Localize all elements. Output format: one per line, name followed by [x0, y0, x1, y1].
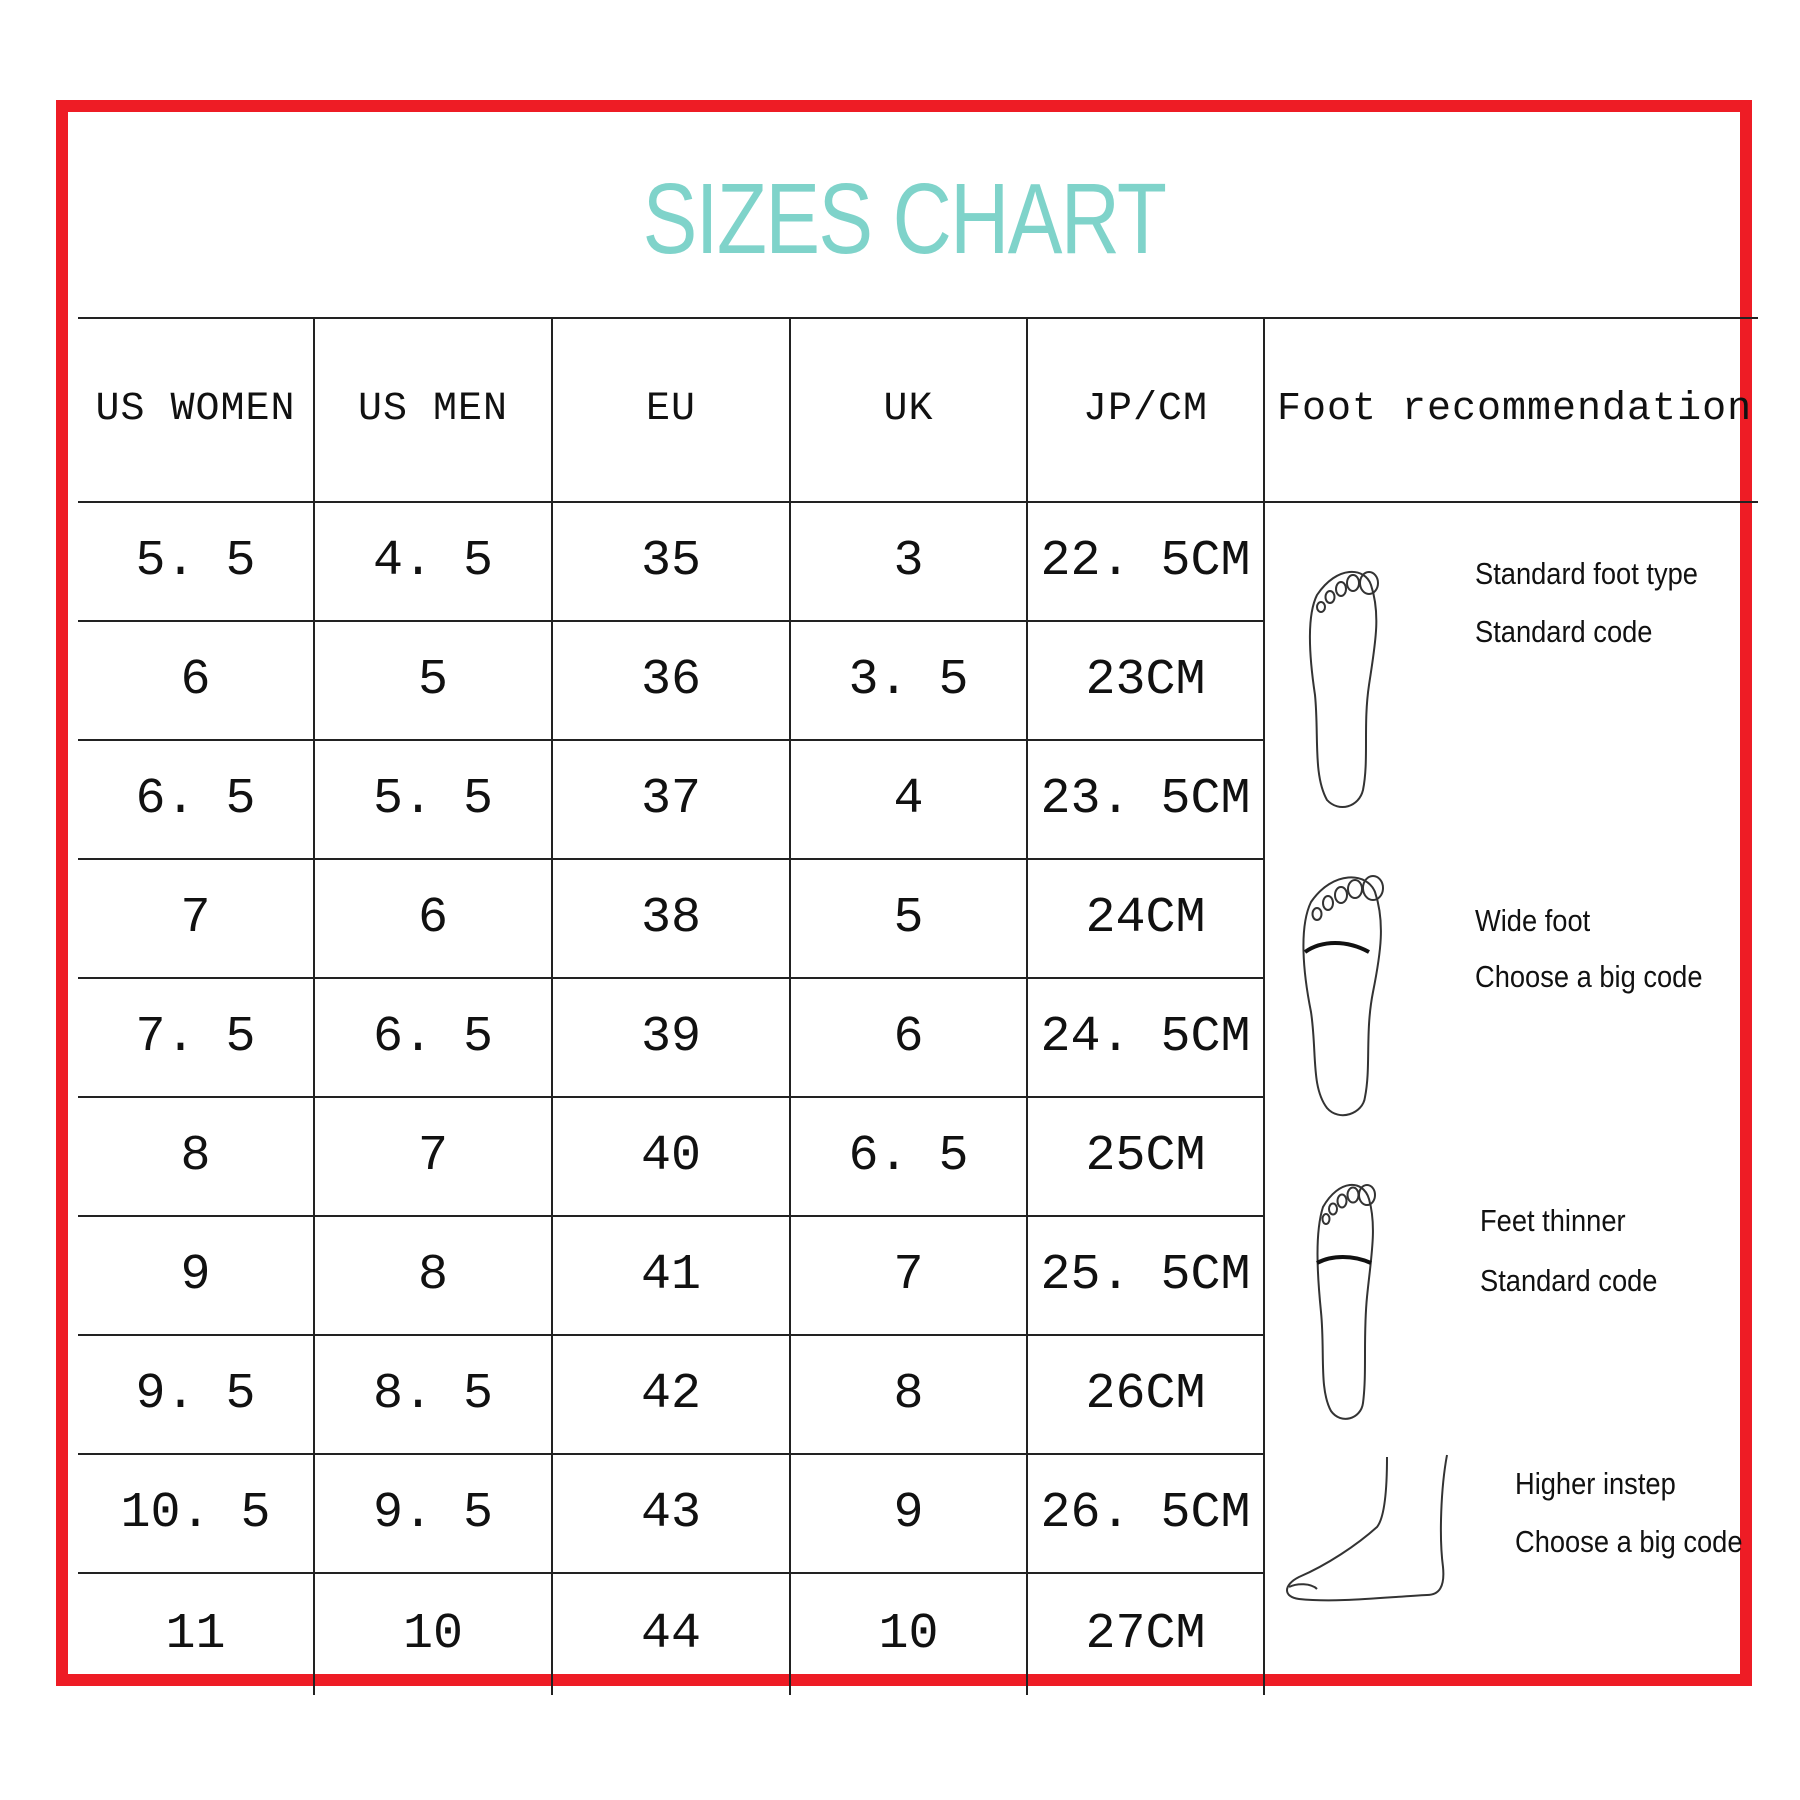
table-cell: 8	[315, 1217, 553, 1336]
table-cell: 3. 5	[791, 622, 1028, 741]
table-cell: 7. 5	[78, 979, 315, 1098]
table-cell: 6	[78, 622, 315, 741]
table-cell: 39	[553, 979, 791, 1098]
recommendation-standard	[1265, 545, 1758, 845]
header-us-men: US MEN	[315, 317, 553, 503]
table-cell: 6. 5	[78, 741, 315, 860]
table-cell: 36	[553, 622, 791, 741]
recommendation-thinner-line2: Standard code	[1480, 1263, 1658, 1298]
table-cell: 9	[791, 1455, 1028, 1574]
table-cell: 24. 5CM	[1028, 979, 1265, 1098]
table-cell: 9. 5	[78, 1336, 315, 1455]
table-cell: 10	[791, 1574, 1028, 1695]
table-cell: 40	[553, 1098, 791, 1217]
table-cell: 38	[553, 860, 791, 979]
recommendation-wide-line2: Choose a big code	[1475, 959, 1703, 994]
recommendation-standard-line1: Standard foot type	[1475, 556, 1698, 591]
table-cell: 9	[78, 1217, 315, 1336]
table-cell: 3	[791, 503, 1028, 622]
header-uk: UK	[791, 317, 1028, 503]
size-chart-frame	[56, 100, 1752, 1686]
table-cell: 10	[315, 1574, 553, 1695]
table-cell: 5. 5	[78, 503, 315, 622]
table-cell: 6. 5	[791, 1098, 1028, 1217]
header-jp-cm: JP/CM	[1028, 317, 1265, 503]
header-eu: EU	[553, 317, 791, 503]
table-cell: 5	[791, 860, 1028, 979]
thin-foot-icon	[1277, 1157, 1397, 1427]
wide-foot-icon	[1277, 852, 1397, 1122]
table-cell: 5	[315, 622, 553, 741]
recommendation-instep	[1265, 1447, 1758, 1747]
table-cell: 42	[553, 1336, 791, 1455]
table-cell: 25. 5CM	[1028, 1217, 1265, 1336]
table-cell: 41	[553, 1217, 791, 1336]
chart-title: SIZES CHART	[642, 163, 1166, 275]
table-cell: 23CM	[1028, 622, 1265, 741]
table-cell: 5. 5	[315, 741, 553, 860]
table-cell: 10. 5	[78, 1455, 315, 1574]
table-cell: 7	[315, 1098, 553, 1217]
recommendation-standard-line2: Standard code	[1475, 614, 1653, 649]
recommendation-instep-line2: Choose a big code	[1515, 1524, 1743, 1559]
size-table	[78, 317, 1758, 1695]
table-cell: 4. 5	[315, 503, 553, 622]
table-cell: 8	[791, 1336, 1028, 1455]
table-cell: 26CM	[1028, 1336, 1265, 1455]
table-cell: 6	[315, 860, 553, 979]
table-cell: 24CM	[1028, 860, 1265, 979]
table-cell: 6. 5	[315, 979, 553, 1098]
table-cell: 7	[78, 860, 315, 979]
table-cell: 27CM	[1028, 1574, 1265, 1695]
recommendation-instep-line1: Higher instep	[1515, 1466, 1676, 1501]
recommendation-thinner-line1: Feet thinner	[1480, 1203, 1626, 1238]
table-cell: 35	[553, 503, 791, 622]
recommendation-wide	[1265, 852, 1758, 1152]
foot-recommendation-column	[1265, 317, 1758, 1695]
table-cell: 8	[78, 1098, 315, 1217]
table-cell: 23. 5CM	[1028, 741, 1265, 860]
table-cell: 7	[791, 1217, 1028, 1336]
header-foot-recommendation: Foot recommendation	[1265, 317, 1758, 503]
table-cell: 43	[553, 1455, 791, 1574]
table-cell: 25CM	[1028, 1098, 1265, 1217]
table-cell: 22. 5CM	[1028, 503, 1265, 622]
high-instep-foot-icon	[1277, 1447, 1467, 1637]
table-cell: 44	[553, 1574, 791, 1695]
table-cell: 8. 5	[315, 1336, 553, 1455]
recommendation-wide-line1: Wide foot	[1475, 903, 1591, 938]
recommendation-thinner	[1265, 1157, 1758, 1457]
table-cell: 4	[791, 741, 1028, 860]
table-cell: 6	[791, 979, 1028, 1098]
table-cell: 9. 5	[315, 1455, 553, 1574]
header-us-women: US WOMEN	[78, 317, 315, 503]
standard-foot-icon	[1277, 545, 1397, 815]
table-cell: 11	[78, 1574, 315, 1695]
table-cell: 37	[553, 741, 791, 860]
table-cell: 26. 5CM	[1028, 1455, 1265, 1574]
